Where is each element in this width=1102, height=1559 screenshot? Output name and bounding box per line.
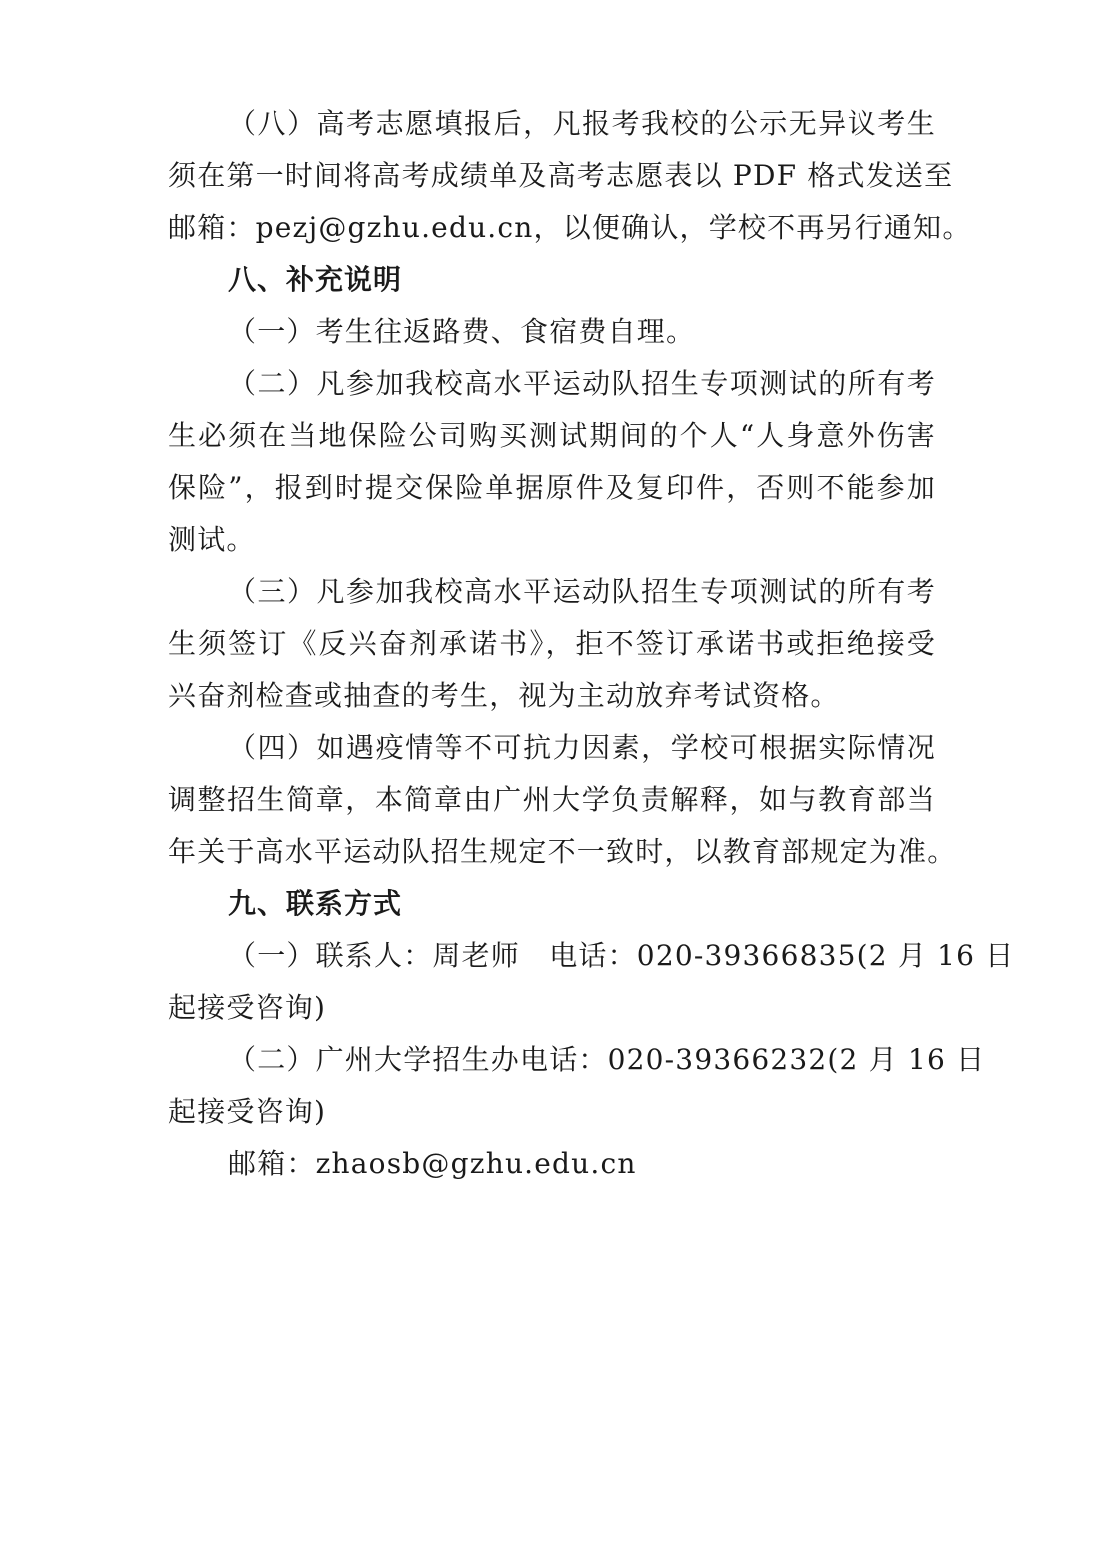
paragraph-line: （四）如遇疫情等不可抗力因素，学校可根据实际情况 [228, 731, 936, 764]
section-heading-contact: 九、联系方式 [228, 887, 403, 920]
contact-person-line: （一）联系人：周老师 电话：020-39366835(2 月 16 日 [228, 939, 1015, 972]
paragraph-line: 保险”，报到时提交保险单据原件及复印件，否则不能参加 [168, 471, 936, 504]
admissions-phone-line: （二）广州大学招生办电话：020-39366232(2 月 16 日 [228, 1043, 986, 1076]
email-line-zhaosb: 邮箱：zhaosb@gzhu.edu.cn [228, 1147, 637, 1180]
paragraph-line: 年关于高水平运动队招生规定不一致时，以教育部规定为准。 [168, 835, 957, 868]
paragraph-line: 须在第一时间将高考成绩单及高考志愿表以 PDF 格式发送至 [168, 159, 954, 192]
email-line-pezj: 邮箱：pezj@gzhu.edu.cn，以便确认，学校不再另行通知。 [168, 211, 972, 244]
paragraph-line: 起接受咨询) [168, 1095, 327, 1128]
paragraph-line: 起接受咨询) [168, 991, 327, 1024]
paragraph-line: （二）凡参加我校高水平运动队招生专项测试的所有考 [228, 367, 936, 400]
paragraph-line: （八）高考志愿填报后，凡报考我校的公示无异议考生 [228, 107, 936, 140]
paragraph-line: 生须签订《反兴奋剂承诺书》，拒不签订承诺书或拒绝接受 [168, 627, 936, 660]
paragraph-line: （一）考生往返路费、食宿费自理。 [228, 315, 696, 348]
paragraph-line: （三）凡参加我校高水平运动队招生专项测试的所有考 [228, 575, 936, 608]
section-heading-supplementary: 八、补充说明 [228, 263, 403, 296]
paragraph-line: 调整招生简章，本简章由广州大学负责解释，如与教育部当 [168, 783, 936, 816]
paragraph-line: 兴奋剂检查或抽查的考生，视为主动放弃考试资格。 [168, 679, 840, 712]
paragraph-line: 生必须在当地保险公司购买测试期间的个人“人身意外伤害 [168, 419, 936, 452]
paragraph-line: 测试。 [168, 523, 256, 556]
